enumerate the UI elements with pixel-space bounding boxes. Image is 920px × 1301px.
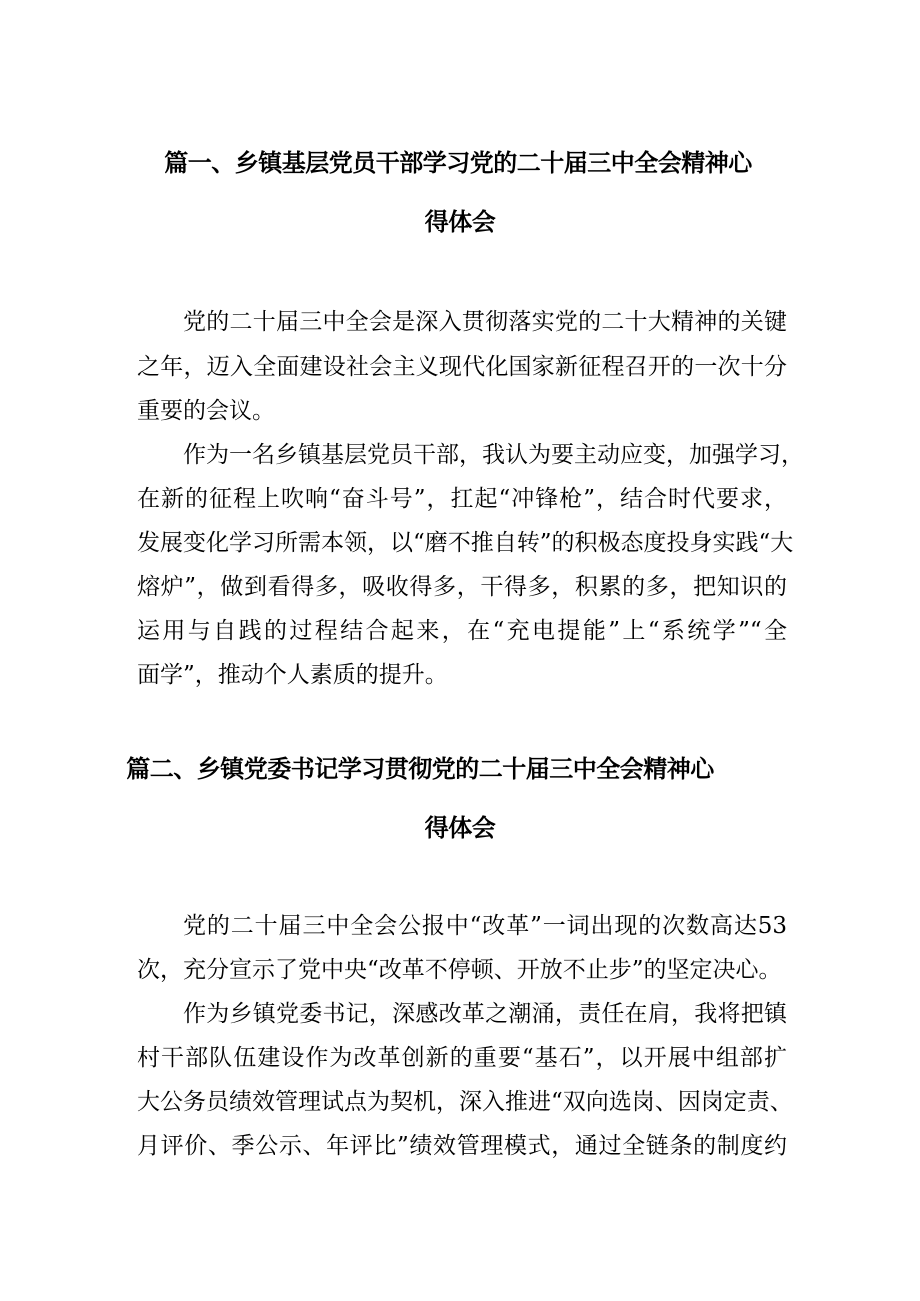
section-1-title-line-2: 得体会	[424, 208, 496, 236]
s1-p2-line-2: 在新的征程上吹响“奋斗号”，扛起“冲锋枪”，结合时代要求，	[137, 486, 787, 512]
s2-p1-line-1: 党的二十届三中全会公报中“改革”一词出现的次数高达53	[183, 913, 787, 939]
s1-p1-line-1: 党的二十届三中全会是深入贯彻落实党的二十大精神的关键	[183, 309, 787, 335]
section-1-title-line-1: 篇一、乡镇基层党员干部学习党的二十届三中全会精神心	[164, 149, 752, 177]
s2-p2-line-2: 村干部队伍建设作为改革创新的重要“基石”，以开展中组部扩	[137, 1045, 787, 1071]
s2-p1-line-2: 次，充分宣示了党中央“改革不停顿、开放不止步”的坚定决心。	[137, 957, 782, 983]
section-2-title-line-2: 得体会	[424, 814, 496, 842]
s1-p2-line-1: 作为一名乡镇基层党员干部，我认为要主动应变，加强学习，	[183, 442, 804, 468]
section-2-title-line-1: 篇二、乡镇党委书记学习贯彻党的二十届三中全会精神心	[126, 755, 714, 783]
s2-p2-line-1: 作为乡镇党委书记，深感改革之潮涌，责任在肩，我将把镇	[183, 1001, 787, 1027]
s1-p2-line-5: 运用与自践的过程结合起来，在“充电提能”上“系统学”“全	[137, 618, 787, 644]
s1-p2-line-6: 面学”，推动个人素质的提升。	[137, 662, 448, 688]
s1-p2-line-3: 发展变化学习所需本领，以“磨不推自转”的积极态度投身实践“大	[137, 530, 794, 556]
s2-p2-line-3: 大公务员绩效管理试点为契机，深入推进“双向选岗、因岗定责、	[137, 1089, 793, 1115]
s1-p2-line-4: 熔炉”，做到看得多，吸收得多，干得多，积累的多，把知识的	[137, 574, 787, 600]
s2-p2-line-4: 月评价、季公示、年评比”绩效管理模式，通过全链条的制度约	[137, 1133, 787, 1159]
s1-p1-line-2: 之年，迈入全面建设社会主义现代化国家新征程召开的一次十分	[137, 354, 787, 380]
s1-p1-line-3: 重要的会议。	[137, 398, 275, 424]
